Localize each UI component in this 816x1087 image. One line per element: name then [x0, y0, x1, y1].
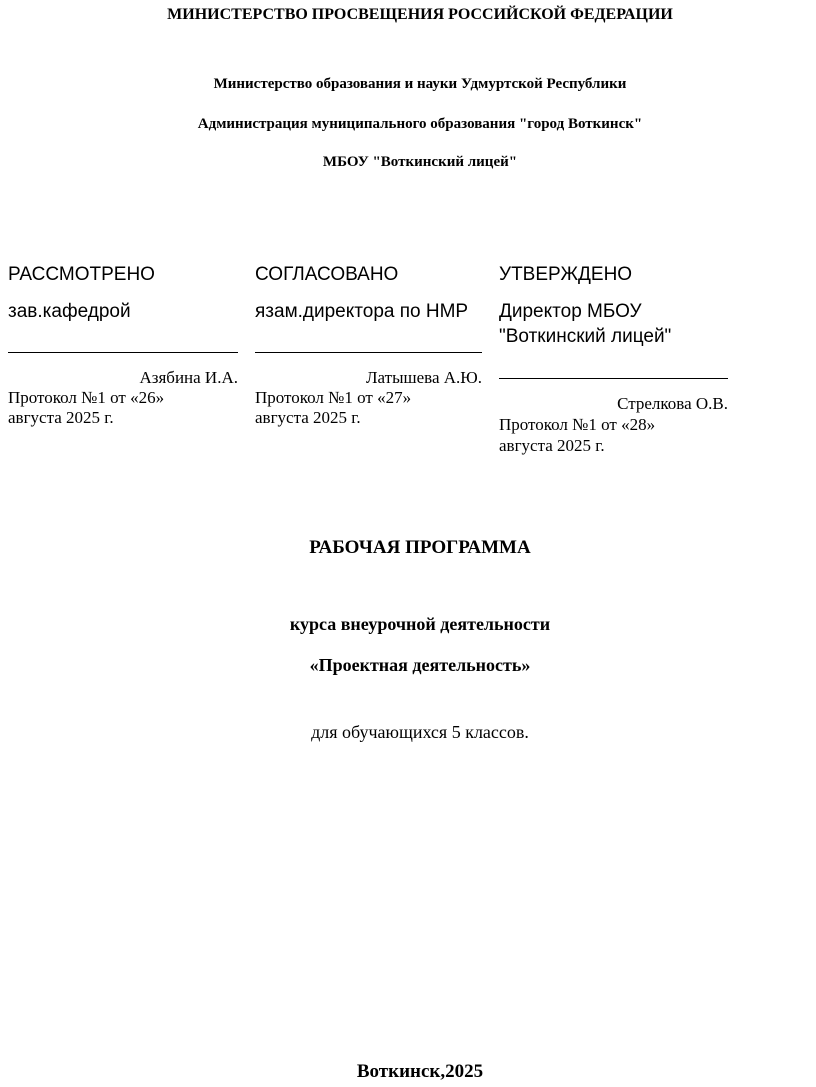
signature-line: [255, 352, 482, 353]
signature-line: [499, 378, 728, 379]
signature-line: [8, 352, 238, 353]
approval-date: августа 2025 г.: [8, 408, 114, 427]
footer-city-year: Воткинск,2025: [356, 1061, 484, 1082]
ministry-regional-heading: Министерство образования и науки Удмуртской Республики: [213, 76, 627, 92]
approval-status: СОГЛАСОВАНО: [255, 264, 399, 285]
audience-line: для обучающихся 5 классов.: [311, 722, 529, 742]
approval-status: УТВЕРЖДЕНО: [499, 264, 633, 285]
approval-protocol: Протокол №1 от «26»: [8, 388, 165, 407]
course-name: «Проектная деятельность»: [309, 655, 531, 675]
approval-date: августа 2025 г.: [499, 436, 605, 455]
approval-signer: Латышева А.Ю.: [366, 368, 482, 387]
school-heading: МБОУ "Воткинский лицей": [322, 154, 518, 170]
ministry-federal-heading: МИНИСТЕРСТВО ПРОСВЕЩЕНИЯ РОССИЙСКОЙ ФЕДЕРАЦИИ: [167, 6, 673, 23]
approval-status: РАССМОТРЕНО: [8, 264, 155, 285]
approval-position-line-1: Директор МБОУ: [499, 301, 642, 322]
approval-position-line-2: "Воткинский лицей": [499, 326, 672, 347]
approval-signer: Азябина И.А.: [139, 368, 238, 387]
approval-date: августа 2025 г.: [255, 408, 361, 427]
approval-protocol: Протокол №1 от «27»: [255, 388, 412, 407]
administration-heading: Администрация муниципального образования "город Воткинск": [197, 116, 643, 132]
approval-signer: Стрелкова О.В.: [617, 394, 728, 413]
approval-position: зав.кафедрой: [8, 301, 131, 322]
approval-position: язам.директора по НМР: [255, 301, 469, 322]
course-line: курса внеурочной деятельности: [289, 614, 551, 634]
approval-protocol: Протокол №1 от «28»: [499, 415, 656, 434]
document-title: РАБОЧАЯ ПРОГРАММА: [309, 537, 531, 558]
